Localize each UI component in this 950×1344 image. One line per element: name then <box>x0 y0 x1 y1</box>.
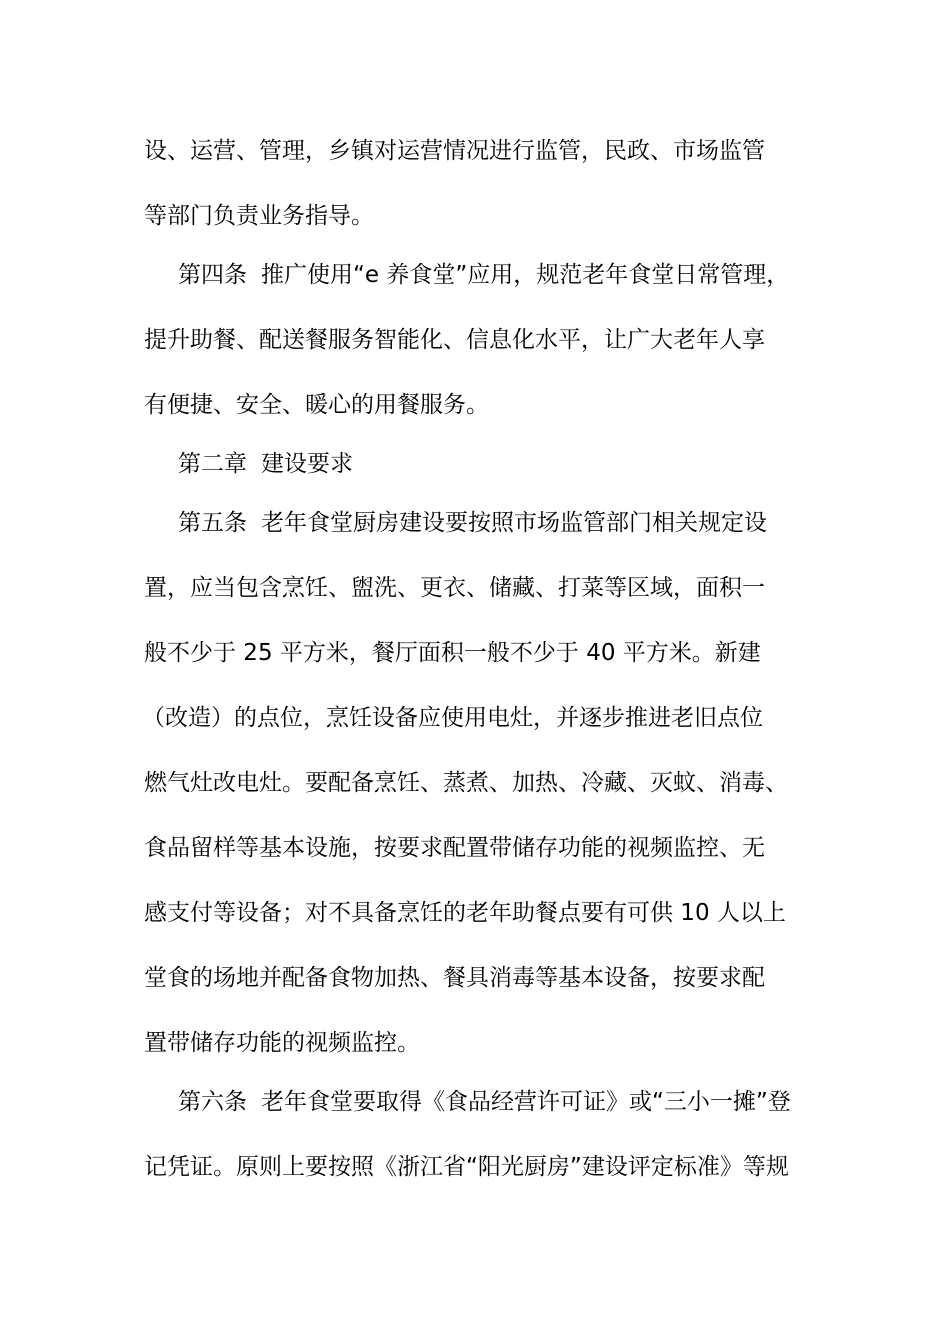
article-number: 第五条 <box>178 510 247 536</box>
text-line: （改造）的点位，烹饪设备应使用电灶，并逐步推进老旧点位 <box>142 705 763 731</box>
text-line: 感支付等设备；对不具备烹饪的老年助餐点要有可供 10 人以上 <box>144 900 786 926</box>
text-line: 提升助餐、配送餐服务智能化、信息化水平，让广大老年人享 <box>144 327 765 353</box>
text-line: 食品留样等基本设施，按要求配置带储存功能的视频监控、无 <box>144 835 765 861</box>
text-line: 燃气灶改电灶。要配备烹饪、蒸煮、加热、冷藏、灭蚊、消毒、 <box>144 770 788 796</box>
text-line: 老年食堂厨房建设要按照市场监管部门相关规定设 <box>261 510 767 536</box>
text-line: 般不少于 25 平方米，餐厅面积一般不少于 40 平方米。新建 <box>144 640 761 666</box>
article-6-line <box>178 1087 878 1117</box>
article-4-line <box>178 260 878 290</box>
text-line: 置带储存功能的视频监控。 <box>144 1030 420 1056</box>
article-number: 第六条 <box>178 1089 247 1115</box>
text-line: 老年食堂要取得《食品经营许可证》或“三小一摊”登 <box>261 1089 791 1115</box>
chapter-title: 建设要求 <box>261 451 353 477</box>
chapter-number: 第二章 <box>178 451 247 477</box>
text-line: 推广使用“e 养食堂”应用，规范老年食堂日常管理， <box>261 262 790 288</box>
text-line: 置，应当包含烹饪、盥洗、更衣、储藏、打菜等区域，面积一 <box>144 575 765 601</box>
article-5-line <box>178 508 878 538</box>
text-line: 堂食的场地并配备食物加热、餐具消毒等基本设备，按要求配 <box>144 965 765 991</box>
text-line: 设、运营、管理，乡镇对运营情况进行监管，民政、市场监管 <box>144 138 765 164</box>
article-number: 第四条 <box>178 262 247 288</box>
text-line: 有便捷、安全、暖心的用餐服务。 <box>144 392 489 418</box>
chapter-heading <box>178 449 878 479</box>
text-line: 记凭证。原则上要按照《浙江省“阳光厨房”建设评定标准》等规 <box>144 1154 789 1180</box>
text-line: 等部门负责业务指导。 <box>144 203 374 229</box>
